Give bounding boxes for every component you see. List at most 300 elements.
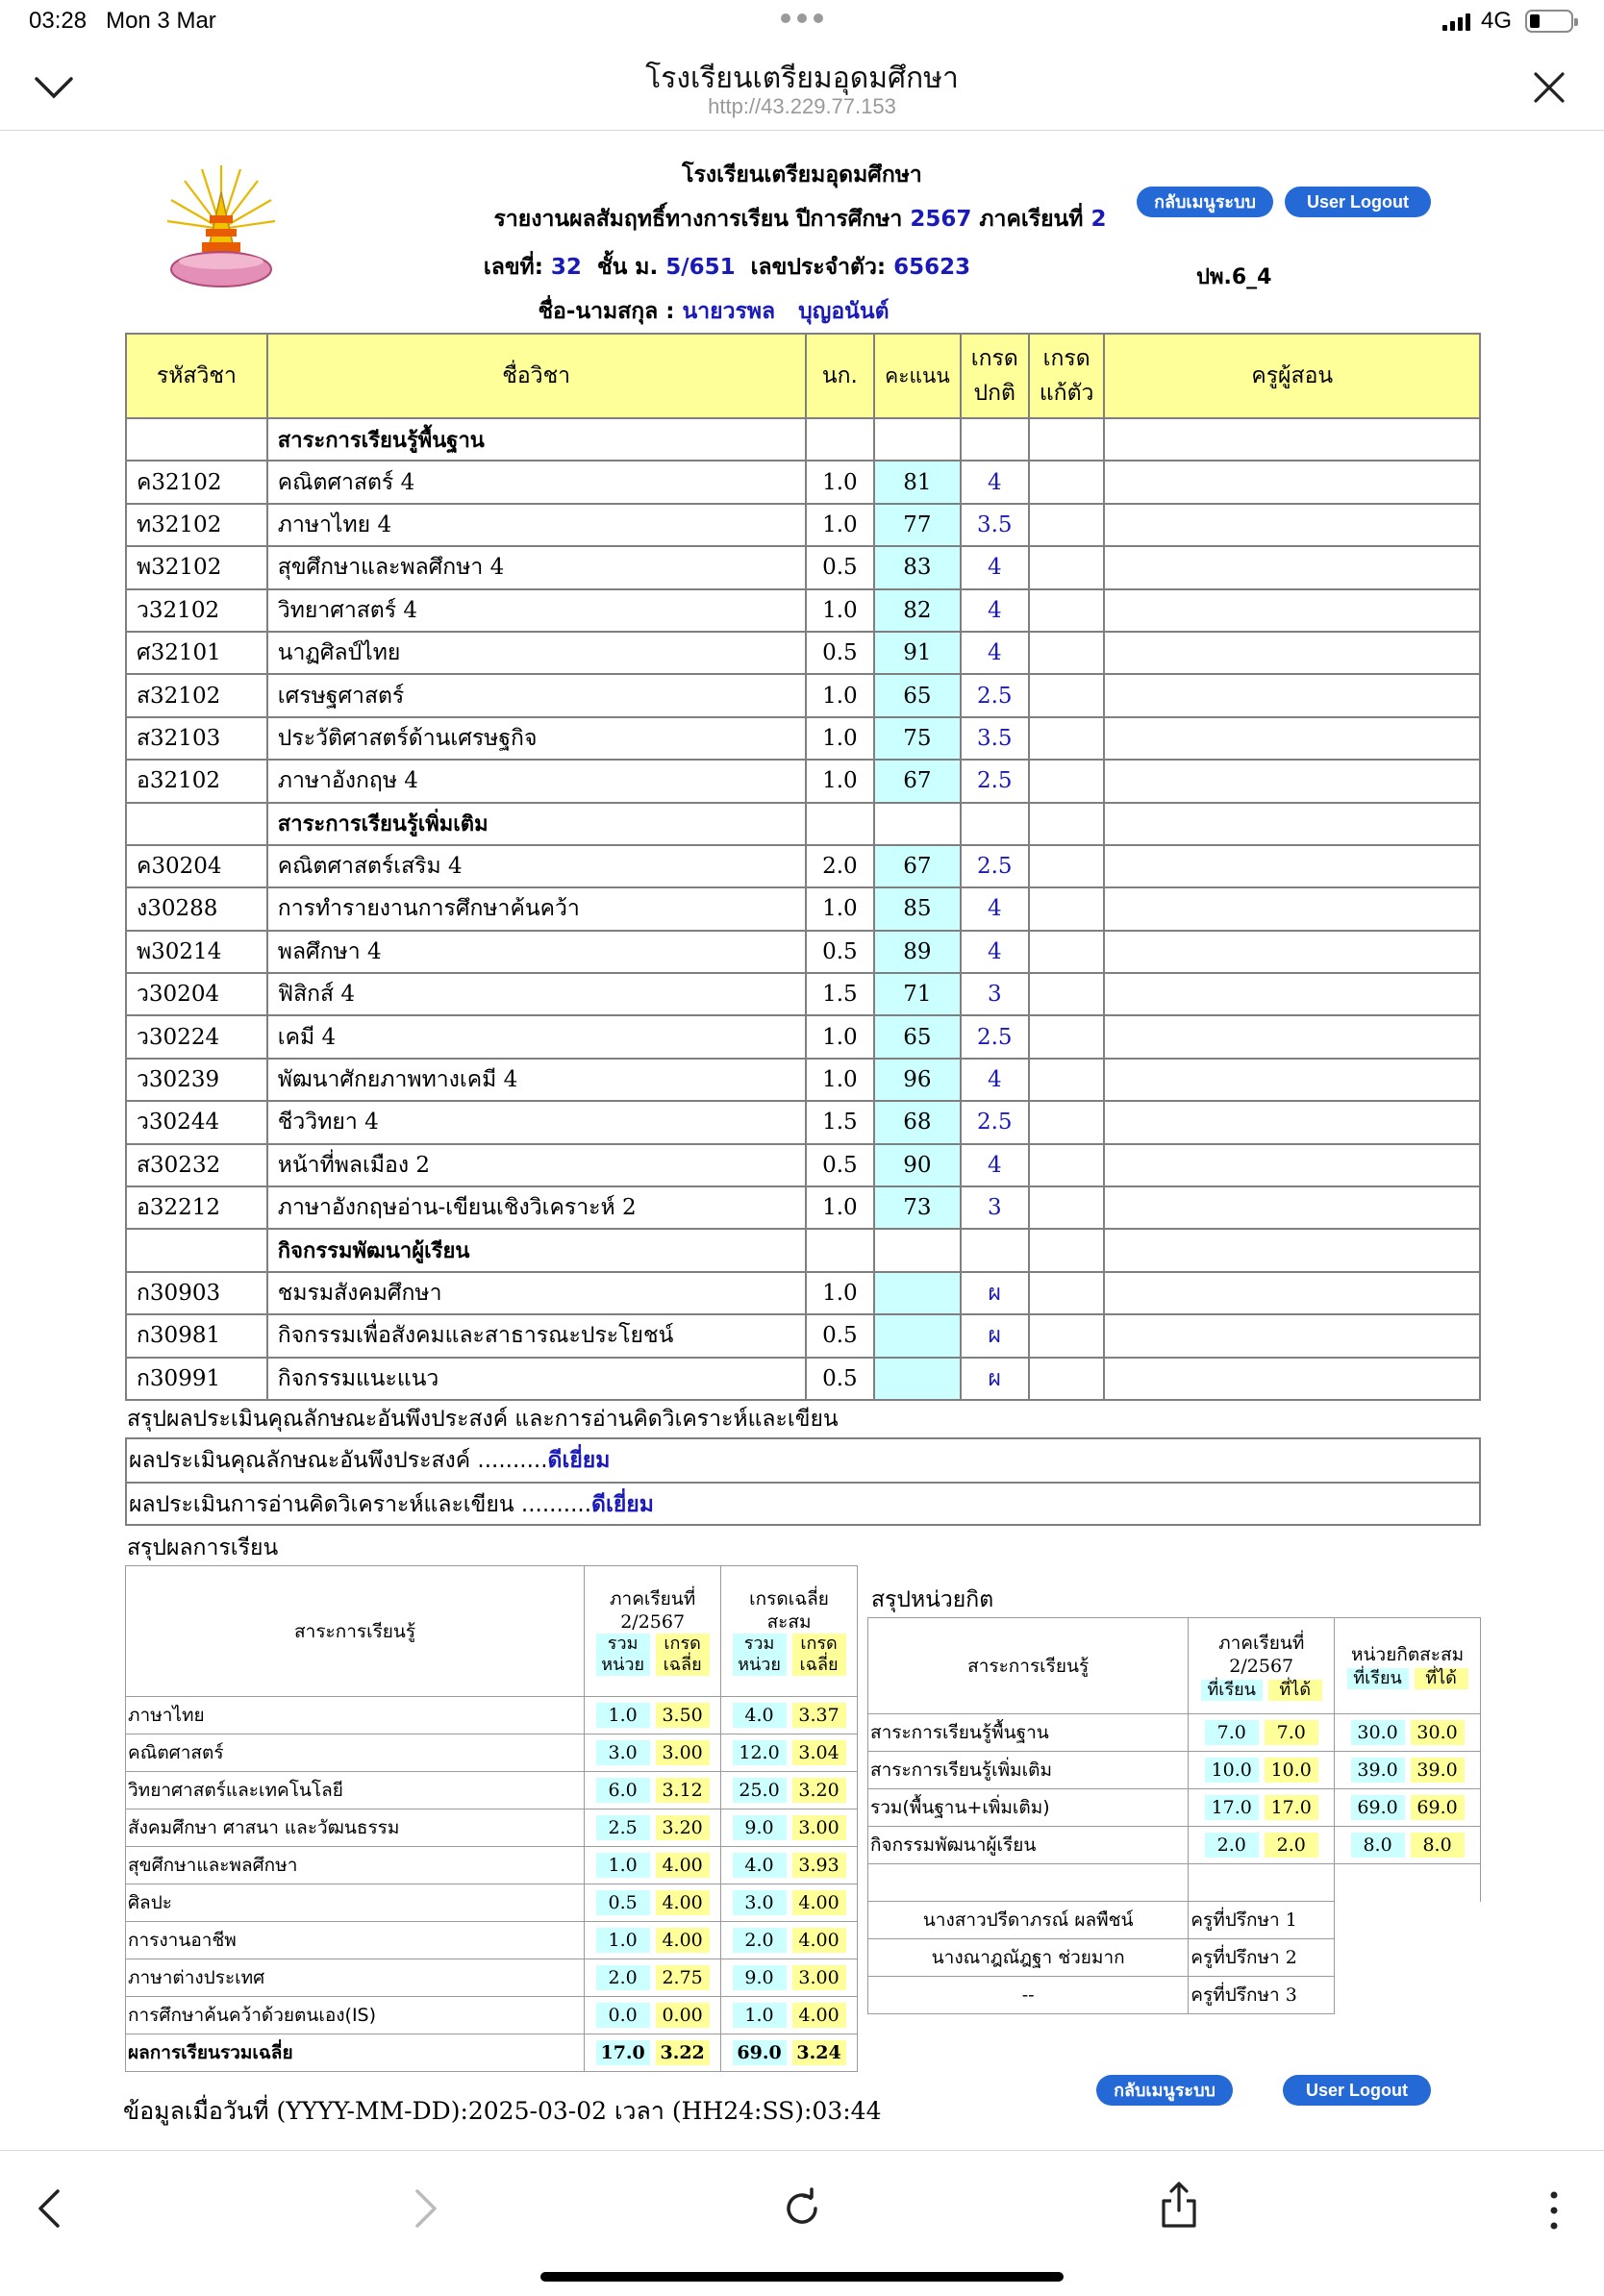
subject-credit: 0.5: [806, 1314, 875, 1357]
credits-header-term: ภาคเรียนที่ 2/2567 ที่เรียน ที่ได้: [1189, 1618, 1335, 1714]
group-row: [126, 803, 1480, 845]
subject-teacher: [1104, 1314, 1480, 1357]
subject-credit: 1.0: [806, 1015, 875, 1058]
summary-title: สรุปผลการเรียน: [127, 1535, 279, 1560]
subject-teacher: [1104, 845, 1480, 887]
multitask-dots-icon[interactable]: [781, 13, 823, 23]
home-indicator[interactable]: [540, 2272, 1064, 2282]
subject-row: [126, 1101, 1480, 1143]
subject-row: [126, 931, 1480, 973]
more-icon[interactable]: [1548, 2189, 1560, 2232]
subject-name: กิจกรรมเพื่อสังคมและสาธารณะประโยชน์: [267, 1314, 806, 1357]
subject-credit: 1.0: [806, 1186, 875, 1229]
group-label: สาระการเรียนรู้เพิ่มเติม: [267, 803, 806, 845]
header-grade-fix: เกรด แก้ตัว: [1029, 334, 1105, 418]
group-fix-cell: [1029, 418, 1105, 461]
group-grade-cell: [961, 803, 1029, 845]
group-code-cell: [126, 803, 267, 845]
subject-name: การทำรายงานการศึกษาค้นคว้า: [267, 887, 806, 930]
subject-score: 65: [874, 674, 961, 716]
credits-area: สาระการเรียนรู้พื้นฐาน: [868, 1714, 1189, 1752]
subject-grade-fix: [1029, 1144, 1105, 1186]
subject-credit: 1.0: [806, 589, 875, 632]
subject-grade-fix: [1029, 717, 1105, 760]
advisor-empty: [1335, 1902, 1481, 1939]
subject-code: ว30239: [126, 1059, 267, 1101]
subject-score: 83: [874, 546, 961, 588]
advisor-role: ครูที่ปรึกษา 1: [1189, 1902, 1335, 1939]
subject-code: ก30981: [126, 1314, 267, 1357]
subject-teacher: [1104, 674, 1480, 716]
credits-term-values: 7.0 7.0: [1189, 1714, 1335, 1752]
subject-credit: 1.5: [806, 1101, 875, 1143]
term-number: 2: [1090, 207, 1107, 232]
subject-grade-fix: [1029, 546, 1105, 588]
credits-header-cumulative: หน่วยกิตสะสม ที่เรียน ที่ได้: [1335, 1618, 1481, 1714]
subject-row: [126, 1358, 1480, 1400]
subject-grade-fix: [1029, 674, 1105, 716]
subject-teacher: [1104, 1059, 1480, 1101]
subject-teacher: [1104, 589, 1480, 632]
subject-grade-fix: [1029, 1101, 1105, 1143]
subject-grade: 3: [961, 1186, 1029, 1229]
header-subject: ชื่อวิชา: [267, 334, 806, 418]
summary-cumulative-values: 25.0 3.20: [721, 1772, 858, 1809]
group-score-cell: [874, 1229, 961, 1271]
summary-header-row: [126, 1566, 858, 1697]
summary-cumulative-values: 12.0 3.04: [721, 1734, 858, 1772]
subject-grade: 4: [961, 546, 1029, 588]
subject-credit: 1.0: [806, 461, 875, 503]
subject-teacher: [1104, 973, 1480, 1015]
report-title: รายงานผลสัมฤทธิ์ทางการเรียน ปีการศึกษา 2567 ภาคเรียนที่ 2: [493, 207, 1107, 232]
credits-header-area: สาระการเรียนรู้: [868, 1618, 1189, 1714]
credits-cumulative-values: 39.0 39.0: [1335, 1752, 1481, 1789]
subject-credit: 1.0: [806, 1059, 875, 1101]
grades-header-row: [126, 334, 1480, 418]
subject-row: [126, 1144, 1480, 1186]
subject-credit: 1.0: [806, 887, 875, 930]
evaluation-box: [125, 1437, 1481, 1526]
group-fix-cell: [1029, 803, 1105, 845]
evaluation-value-1: ดีเยี่ยม: [547, 1448, 611, 1473]
advisor-role: ครูที่ปรึกษา 2: [1189, 1939, 1335, 1977]
subject-code: ค30204: [126, 845, 267, 887]
group-teacher-cell: [1104, 803, 1480, 845]
reload-icon[interactable]: [781, 2187, 823, 2230]
header-credit: นก.: [806, 334, 875, 418]
summary-row: [126, 1809, 858, 1847]
credits-spacer-row: [868, 1864, 1481, 1902]
subject-teacher: [1104, 546, 1480, 588]
subject-score: 91: [874, 632, 961, 674]
subject-code: อ32212: [126, 1186, 267, 1229]
subject-credit: 1.0: [806, 504, 875, 546]
subject-score: [874, 1314, 961, 1357]
subject-score: 77: [874, 504, 961, 546]
subject-teacher: [1104, 1186, 1480, 1229]
summary-row: [126, 1884, 858, 1922]
credits-cumulative-values: 8.0 8.0: [1335, 1827, 1481, 1864]
subject-score: 85: [874, 887, 961, 930]
summary-cumulative-values: 3.0 4.00: [721, 1884, 858, 1922]
subject-name: สุขศึกษาและพลศึกษา 4: [267, 546, 806, 588]
subject-score: [874, 1272, 961, 1314]
advisor-empty: [1335, 1977, 1481, 2014]
subject-grade: 3: [961, 973, 1029, 1015]
advisor-empty: [1335, 1939, 1481, 1977]
subject-row: [126, 887, 1480, 930]
subject-code: ก30903: [126, 1272, 267, 1314]
battery-icon: [1525, 10, 1573, 33]
summary-total-cumulative: 69.0 3.24: [721, 2034, 858, 2072]
spacer-cell: [1189, 1864, 1335, 1902]
back-to-menu-button[interactable]: กลับเมนูระบบ: [1137, 187, 1273, 217]
credits-area: กิจกรรมพัฒนาผู้เรียน: [868, 1827, 1189, 1864]
advisor-name: นางสาวปรีดาภรณ์ ผลพืชน์: [868, 1902, 1189, 1939]
subject-grade-fix: [1029, 973, 1105, 1015]
credits-title: สรุปหน่วยกิต: [871, 1587, 994, 1612]
summary-row: [126, 1734, 858, 1772]
summary-area: การศึกษาค้นคว้าด้วยตนเอง(IS): [126, 1997, 585, 2034]
subject-grade-fix: [1029, 931, 1105, 973]
credits-area: รวม(พื้นฐาน+เพิ่มเติม): [868, 1789, 1189, 1827]
credits-area: สาระการเรียนรู้เพิ่มเติม: [868, 1752, 1189, 1789]
subject-credit: 0.5: [806, 546, 875, 588]
group-row: [126, 1229, 1480, 1271]
subject-teacher: [1104, 887, 1480, 930]
signal-icon: [1442, 12, 1470, 31]
group-grade-cell: [961, 1229, 1029, 1271]
subject-teacher: [1104, 504, 1480, 546]
subject-score: 71: [874, 973, 961, 1015]
subject-name: คณิตศาสตร์เสริม 4: [267, 845, 806, 887]
summary-cumulative-values: 9.0 3.00: [721, 1959, 858, 1997]
summary-term-values: 0.0 0.00: [585, 1997, 721, 2034]
subject-grade: ผ: [961, 1314, 1029, 1357]
subject-grade-fix: [1029, 1314, 1105, 1357]
subject-row: [126, 589, 1480, 632]
subject-score: 65: [874, 1015, 961, 1058]
subject-grade-fix: [1029, 760, 1105, 802]
subject-grade: 4: [961, 931, 1029, 973]
subject-grade: ผ: [961, 1358, 1029, 1400]
status-bar: [0, 0, 1604, 46]
subject-row: [126, 717, 1480, 760]
subject-credit: 1.0: [806, 717, 875, 760]
summary-row: [126, 1922, 858, 1959]
subject-score: 96: [874, 1059, 961, 1101]
summary-area: ศิลปะ: [126, 1884, 585, 1922]
subject-score: [874, 1358, 961, 1400]
subject-code: ส30232: [126, 1144, 267, 1186]
subject-score: 81: [874, 461, 961, 503]
forward-arrow-icon[interactable]: [412, 2187, 440, 2230]
subject-row: [126, 632, 1480, 674]
subject-name: นาฏศิลป์ไทย: [267, 632, 806, 674]
subject-row: [126, 1015, 1480, 1058]
summary-area: ภาษาไทย: [126, 1697, 585, 1734]
subject-name: เคมี 4: [267, 1015, 806, 1058]
credits-header-row: [868, 1618, 1481, 1714]
subject-code: พ30214: [126, 931, 267, 973]
form-code: ปพ.6_4: [1196, 265, 1272, 289]
summary-cumulative-values: 1.0 4.00: [721, 1997, 858, 2034]
credits-term-values: 2.0 2.0: [1189, 1827, 1335, 1864]
subject-row: [126, 973, 1480, 1015]
evaluation-row-1: ผลประเมินคุณลักษณะอันพึงประสงค์ ..........ดีเยี่ยม: [129, 1448, 611, 1473]
subject-credit: 0.5: [806, 632, 875, 674]
subject-teacher: [1104, 1358, 1480, 1400]
summary-area: สุขศึกษาและพลศึกษา: [126, 1847, 585, 1884]
advisor-role: ครูที่ปรึกษา 3: [1189, 1977, 1335, 2014]
evaluation-title: สรุปผลประเมินคุณลักษณะอันพึงประสงค์ และการอ่านคิดวิเคราะห์และเขียน: [127, 1407, 839, 1432]
credits-term-values: 17.0 17.0: [1189, 1789, 1335, 1827]
subject-name: หน้าที่พลเมือง 2: [267, 1144, 806, 1186]
group-fix-cell: [1029, 1229, 1105, 1271]
summary-term-values: 2.0 2.75: [585, 1959, 721, 1997]
subject-row: [126, 546, 1480, 588]
subject-grade-fix: [1029, 504, 1105, 546]
subject-teacher: [1104, 1015, 1480, 1058]
subject-grade: 2.5: [961, 674, 1029, 716]
summary-header-cumulative: เกรดเฉลี่ย สะสม รวม หน่วยเกรด เฉลี่ย: [721, 1566, 858, 1697]
subject-teacher: [1104, 1144, 1480, 1186]
subject-code: ว30204: [126, 973, 267, 1015]
credits-row: [868, 1752, 1481, 1789]
summary-cumulative-values: 4.0 3.93: [721, 1847, 858, 1884]
subject-score: 67: [874, 845, 961, 887]
subject-name: กิจกรรมแนะแนว: [267, 1358, 806, 1400]
credits-table: [867, 1617, 1481, 2014]
subject-teacher: [1104, 760, 1480, 802]
subject-name: พัฒนาศักยภาพทางเคมี 4: [267, 1059, 806, 1101]
evaluation-value-2: ดีเยี่ยม: [591, 1492, 654, 1517]
subject-teacher: [1104, 632, 1480, 674]
summary-term-values: 0.5 4.00: [585, 1884, 721, 1922]
subject-grade-fix: [1029, 1059, 1105, 1101]
summary-area: สังคมศึกษา ศาสนา และวัฒนธรรม: [126, 1809, 585, 1847]
summary-term-values: 1.0 3.50: [585, 1697, 721, 1734]
subject-code: พ32102: [126, 546, 267, 588]
summary-row: [126, 1847, 858, 1884]
summary-area: ภาษาต่างประเทศ: [126, 1959, 585, 1997]
summary-term-values: 1.0 4.00: [585, 1847, 721, 1884]
subject-code: ค32102: [126, 461, 267, 503]
subject-code: อ32102: [126, 760, 267, 802]
user-logout-button[interactable]: User Logout: [1285, 187, 1431, 217]
subject-name: เศรษฐศาสตร์: [267, 674, 806, 716]
header-grade-normal: เกรด ปกติ: [961, 334, 1029, 418]
advisor-row: [868, 1902, 1481, 1939]
subject-credit: 0.5: [806, 1144, 875, 1186]
credits-row: [868, 1827, 1481, 1864]
subject-grade: 3.5: [961, 717, 1029, 760]
summary-cumulative-values: 4.0 3.37: [721, 1697, 858, 1734]
user-logout-button-bottom[interactable]: User Logout: [1283, 2075, 1431, 2106]
subject-row: [126, 1186, 1480, 1229]
subject-grade: 4: [961, 461, 1029, 503]
subject-code: ท32102: [126, 504, 267, 546]
subject-grade: 4: [961, 589, 1029, 632]
credits-row: [868, 1789, 1481, 1827]
subject-code: ว32102: [126, 589, 267, 632]
subject-score: 67: [874, 760, 961, 802]
subject-grade-fix: [1029, 589, 1105, 632]
summary-area: คณิตศาสตร์: [126, 1734, 585, 1772]
subject-grade-fix: [1029, 1015, 1105, 1058]
group-credit-cell: [806, 1229, 875, 1271]
subject-name: วิทยาศาสตร์ 4: [267, 589, 806, 632]
subject-credit: 1.0: [806, 760, 875, 802]
subject-grade: 2.5: [961, 1015, 1029, 1058]
close-icon[interactable]: [1533, 71, 1566, 104]
credits-cumulative-values: 30.0 30.0: [1335, 1714, 1481, 1752]
subject-credit: 1.5: [806, 973, 875, 1015]
group-grade-cell: [961, 418, 1029, 461]
subject-grade: ผ: [961, 1272, 1029, 1314]
subject-grade-fix: [1029, 845, 1105, 887]
subject-teacher: [1104, 717, 1480, 760]
subject-name: ภาษาอังกฤษอ่าน-เขียนเชิงวิเคราะห์ 2: [267, 1186, 806, 1229]
group-credit-cell: [806, 418, 875, 461]
academic-year: 2567: [910, 207, 972, 232]
subject-grade: 4: [961, 887, 1029, 930]
advisor-row: [868, 1939, 1481, 1977]
group-row: [126, 418, 1480, 461]
spacer-cell: [1335, 1864, 1481, 1902]
subject-teacher: [1104, 461, 1480, 503]
back-to-menu-button-bottom[interactable]: กลับเมนูระบบ: [1096, 2075, 1233, 2106]
subject-code: ศ32101: [126, 632, 267, 674]
subject-code: ว30244: [126, 1101, 267, 1143]
subject-name: ประวัติศาสตร์ด้านเศรษฐกิจ: [267, 717, 806, 760]
group-label: สาระการเรียนรู้พื้นฐาน: [267, 418, 806, 461]
summary-area: การงานอาชีพ: [126, 1922, 585, 1959]
subject-score: 68: [874, 1101, 961, 1143]
subject-name: ชีววิทยา 4: [267, 1101, 806, 1143]
browser-title: โรงเรียนเตรียมอุดมศึกษา: [645, 62, 959, 95]
summary-header-term: ภาคเรียนที่ 2/2567 รวม หน่วยเกรด เฉลี่ย: [585, 1566, 721, 1697]
summary-total-row: [126, 2034, 858, 2072]
browser-header: [0, 46, 1604, 131]
subject-code: ก30991: [126, 1358, 267, 1400]
summary-cumulative-values: 2.0 4.00: [721, 1922, 858, 1959]
subject-row: [126, 1314, 1480, 1357]
summary-term-values: 3.0 3.00: [585, 1734, 721, 1772]
subject-credit: 1.0: [806, 674, 875, 716]
group-teacher-cell: [1104, 418, 1480, 461]
group-score-cell: [874, 803, 961, 845]
subject-score: 75: [874, 717, 961, 760]
summary-term-values: 2.5 3.20: [585, 1809, 721, 1847]
subject-grade-fix: [1029, 461, 1105, 503]
subject-row: [126, 504, 1480, 546]
subject-row: [126, 461, 1480, 503]
subject-credit: 0.5: [806, 1358, 875, 1400]
subject-teacher: [1104, 1272, 1480, 1314]
group-score-cell: [874, 418, 961, 461]
subject-grade: 2.5: [961, 845, 1029, 887]
group-label: กิจกรรมพัฒนาผู้เรียน: [267, 1229, 806, 1271]
subject-name: ภาษาอังกฤษ 4: [267, 760, 806, 802]
grades-table: [125, 333, 1481, 1401]
subject-row: [126, 1059, 1480, 1101]
status-time: 03:28 Mon 3 Mar: [29, 8, 216, 34]
summary-term-values: 6.0 3.12: [585, 1772, 721, 1809]
subject-credit: 1.0: [806, 1272, 875, 1314]
subject-grade: 4: [961, 632, 1029, 674]
subject-grade-fix: [1029, 1358, 1105, 1400]
subject-grade-fix: [1029, 1272, 1105, 1314]
subject-score: 73: [874, 1186, 961, 1229]
subject-grade-fix: [1029, 1186, 1105, 1229]
subject-grade: 4: [961, 1144, 1029, 1186]
browser-url[interactable]: http://43.229.77.153: [708, 94, 896, 118]
group-code-cell: [126, 1229, 267, 1271]
header-teacher: ครูผู้สอน: [1104, 334, 1480, 418]
summary-header-area: สาระการเรียนรู้: [126, 1566, 585, 1697]
evaluation-row-2: ผลประเมินการอ่านคิดวิเคราะห์และเขียน ..........ดีเยี่ยม: [127, 1482, 1479, 1524]
subject-teacher: [1104, 931, 1480, 973]
summary-area: วิทยาศาสตร์และเทคโนโลยี: [126, 1772, 585, 1809]
group-credit-cell: [806, 803, 875, 845]
summary-term-values: 1.0 4.00: [585, 1922, 721, 1959]
share-icon[interactable]: [1158, 2180, 1200, 2230]
advisor-row: [868, 1977, 1481, 2014]
credits-term-values: 10.0 10.0: [1189, 1752, 1335, 1789]
subject-grade-fix: [1029, 632, 1105, 674]
summary-row: [126, 1997, 858, 2034]
subject-grade-fix: [1029, 887, 1105, 930]
subject-score: 89: [874, 931, 961, 973]
credits-cumulative-values: 69.0 69.0: [1335, 1789, 1481, 1827]
subject-name: คณิตศาสตร์ 4: [267, 461, 806, 503]
summary-row: [126, 1959, 858, 1997]
summary-total-label: ผลการเรียนรวมเฉลี่ย: [126, 2034, 585, 2072]
subject-credit: 0.5: [806, 931, 875, 973]
subject-row: [126, 845, 1480, 887]
group-teacher-cell: [1104, 1229, 1480, 1271]
summary-table: [125, 1565, 858, 2072]
school-name: โรงเรียนเตรียมอุดมศึกษา: [682, 162, 922, 187]
subject-code: ง30288: [126, 887, 267, 930]
subject-grade: 2.5: [961, 760, 1029, 802]
header-code: รหัสวิชา: [126, 334, 267, 418]
subject-score: 82: [874, 589, 961, 632]
subject-name: ชมรมสังคมศึกษา: [267, 1272, 806, 1314]
subject-row: [126, 674, 1480, 716]
header-score: คะแนน: [874, 334, 961, 418]
subject-code: ส32103: [126, 717, 267, 760]
student-info: เลขที่: 32 ชั้น ม. 5/651 เลขประจำตัว: 65623: [483, 255, 971, 280]
advisor-name: --: [868, 1977, 1189, 2014]
subject-name: พลศึกษา 4: [267, 931, 806, 973]
subject-credit: 2.0: [806, 845, 875, 887]
back-arrow-icon[interactable]: [35, 2187, 63, 2230]
subject-grade: 3.5: [961, 504, 1029, 546]
subject-name: ภาษาไทย 4: [267, 504, 806, 546]
subject-code: ว30224: [126, 1015, 267, 1058]
data-timestamp: ข้อมูลเมื่อวันที่ (YYYY-MM-DD):2025-03-02 เวลา (HH24:SS):03:44: [123, 2097, 882, 2125]
summary-row: [126, 1772, 858, 1809]
subject-row: [126, 1272, 1480, 1314]
subject-name: ฟิสิกส์ 4: [267, 973, 806, 1015]
subject-code: ส32102: [126, 674, 267, 716]
spacer-cell: [868, 1864, 1189, 1902]
subject-grade: 4: [961, 1059, 1029, 1101]
summary-cumulative-values: 9.0 3.00: [721, 1809, 858, 1847]
